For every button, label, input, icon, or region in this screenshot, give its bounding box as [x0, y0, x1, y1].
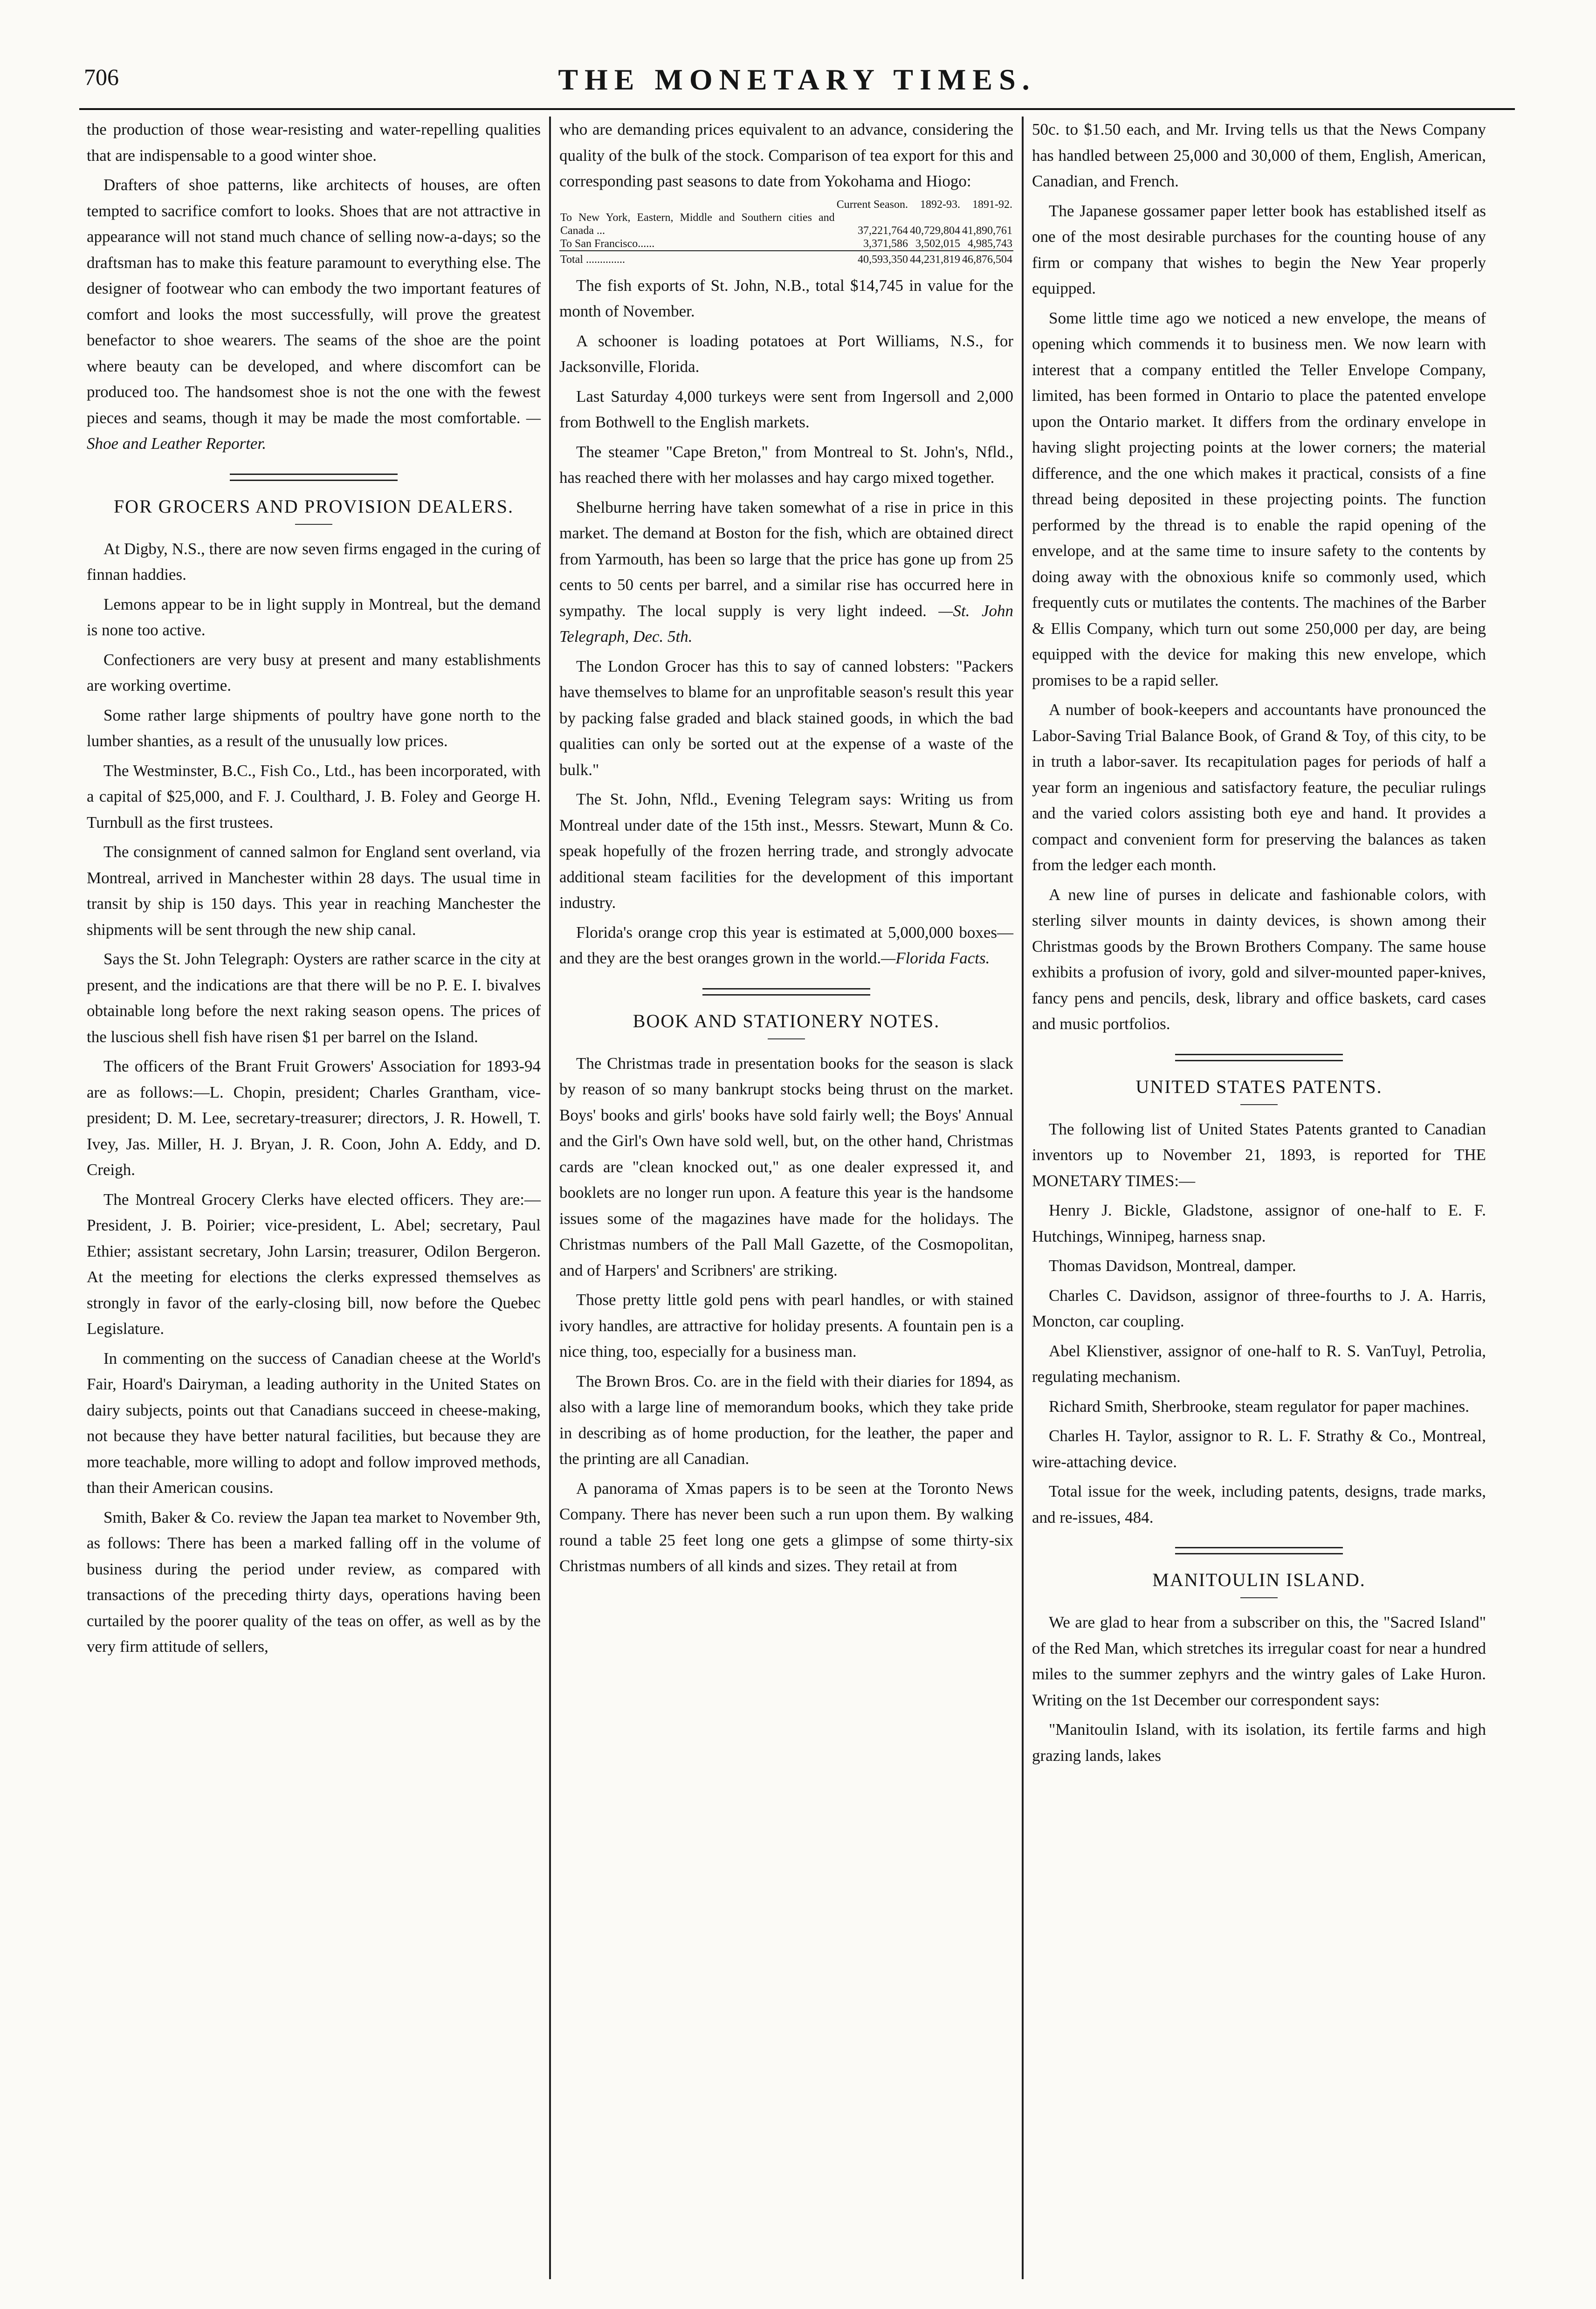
- paragraph: Says the St. John Telegraph: Oysters are rather scarce in the city at present, and the indications are that there will be no P. E. I. bivalves obtainable long before the next raking season opens. The prices of the luscious shell fish have risen $1 per barrel on the Island.: [87, 950, 541, 1046]
- table-header: Current Season.: [836, 198, 908, 211]
- column-2: [552, 117, 1021, 2279]
- paragraph: Last Saturday 4,000 turkeys were sent from Ingersoll and 2,000 from Bothwell to the English markets.: [559, 387, 1013, 431]
- paragraph: Charles C. Davidson, assignor of three-fourths to J. A. Harris, Moncton, car coupling.: [1032, 1286, 1486, 1330]
- paragraph: The officers of the Brant Fruit Growers' Association for 1893-94 are as follows:—L. Chopin, president; Charles Grantham, vice-president; D. M. Lee, secretary-treasurer; directors, J. R. Howell, T. Ivey, Jas. Miller, H. J. Bryan, J. R. Coon, John A. Eddy, and D. Creigh.: [87, 1057, 541, 1179]
- paragraph: The Montreal Grocery Clerks have elected officers. They are:—President, J. B. Poirier; vice-president, L. Abel; secretary, Paul Ethier; assistant secretary, John Larsin; treasurer, Odilon Bergeron. At the meeting for elections the clerks expressed themselves as strongly in favor of the early-closing bill, now before the Quebec Legislature.: [87, 1190, 541, 1338]
- table-cell: 46,876,504: [961, 251, 1013, 266]
- table-header: 1892-93.: [920, 198, 960, 211]
- section-divider: [1175, 1054, 1343, 1061]
- paragraph: Florida's orange crop this year is estimated at 5,000,000 boxes—and they are the best oranges grown in the world.—Florida Facts.: [559, 923, 1013, 967]
- paragraph: At Digby, N.S., there are now seven firms engaged in the curing of finnan haddies.: [87, 539, 541, 584]
- section-divider: [702, 988, 870, 996]
- tea-export-table: [559, 198, 1013, 266]
- table-total-row: [559, 251, 1013, 266]
- paragraph: A new line of purses in delicate and fashionable colors, with sterling silver mounts in dainty devices, is shown among their Christmas goods by the Brown Brothers Company. The same house exhibits a profusion of ivory, gold and silver-mounted paper-knives, fancy pens and pencils, desk, library and office baskets, card cases and music portfolios.: [1032, 885, 1486, 1033]
- heading-rule: [1240, 1597, 1278, 1598]
- paragraph: The Brown Bros. Co. are in the field with their diaries for 1894, as also with a large line of memorandum books, which they take pride in describing as of home production, for the leather, the paper and the printing are all Canadian.: [559, 1372, 1013, 1468]
- paragraph: The St. John, Nfld., Evening Telegram says: Writing us from Montreal under date of the 15th inst., Messrs. Stewart, Munn & Co. speak hopefully of the frozen herring trade, and strongly advocate additional steam facilities for the development of this important industry.: [559, 790, 1013, 912]
- column-divider: [549, 117, 551, 2279]
- paragraph: Henry J. Bickle, Gladstone, assignor of one-half to E. F. Hutchings, Winnipeg, harness snap.: [1032, 1201, 1486, 1245]
- paragraph: Lemons appear to be in light supply in Montreal, but the demand is none too active.: [87, 595, 541, 639]
- table-cell: Total ..............: [559, 251, 836, 266]
- paragraph: The Christmas trade in presentation books for the season is slack by reason of so many bankrupt stocks being thrust on the market. Boys' books and girls' books have sold fairly well; the Boys' Annual and the Girl's Own have sold well, but, on the other hand, Christmas cards are "clean knocked out," as one dealer expressed it, and booklets are no longer run upon. A feature this year is the handsome issues some of the magazines have made for the holidays. The Christmas numbers of the Pall Mall Gazette, of the Cosmopolitan, and of Harpers' and Scribners' are striking.: [559, 1054, 1013, 1279]
- table-cell: 37,221,764: [858, 224, 908, 237]
- paragraph: A number of book-keepers and accountants have pronounced the Labor-Saving Trial Balance Book, of Grand & Toy, of this city, to be in truth a labor-saver. Its recapitulation pages for periods of half a year form an ingenious and satisfactory feature, the peculiar rulings and the varied colors assisting both eye and hand. It provides a compact and convenient form for preserving the balances as taken from the ledger each month.: [1032, 701, 1486, 874]
- table-header: 1891-92.: [972, 198, 1012, 211]
- paragraph: A panorama of Xmas papers is to be seen at the Toronto News Company. There has never been such a run upon them. By walking round a table 25 feet long one gets a glimpse of some thirty-six Christmas numbers of all kinds and sizes. They retail at from: [559, 1479, 1013, 1575]
- paragraph: The London Grocer has this to say of canned lobsters: "Packers have themselves to blame for an unprofitable season's result this year by packing false graded and black stained goods, in which the bad qualities can only be sorted out at the expense of a waste of the bulk.": [559, 657, 1013, 779]
- section-divider: [1175, 1547, 1343, 1554]
- paragraph: The following list of United States Patents granted to Canadian inventors up to November 21, 1893, is reported for THE MONETARY TIMES:—: [1032, 1120, 1486, 1190]
- column-divider: [1022, 117, 1024, 2279]
- paragraph: A schooner is loading potatoes at Port Williams, N.S., for Jacksonville, Florida.: [559, 331, 1013, 376]
- table-header: [559, 198, 836, 211]
- page-header: [79, 61, 1515, 98]
- paragraph: Richard Smith, Sherbrooke, steam regulator for paper machines.: [1049, 1397, 1469, 1416]
- table-header-row: [559, 198, 1013, 211]
- paragraph: Charles H. Taylor, assignor to R. L. F. Strathy & Co., Montreal, wire-attaching device.: [1032, 1427, 1486, 1471]
- table-cell: 41,890,761: [962, 224, 1012, 237]
- paragraph: The fish exports of St. John, N.B., total $14,745 in value for the month of November.: [559, 276, 1013, 320]
- paragraph: Some rather large shipments of poultry have gone north to the lumber shanties, as a result of the unusually low prices.: [87, 706, 541, 750]
- header-rule: [79, 108, 1515, 110]
- paragraph: Drafters of shoe patterns, like architects of houses, are often tempted to sacrifice comfort to looks. Shoes that are not attractive in appearance will not stand much chance of selling now-a-days; so the draftsman has to make this feature paramount to everything else. The designer of footwear who can embody the two important features of comfort and looks the most successfully, will prove the greatest benefactor to shoe wearers. The seams of the shoe are the point where beauty can be developed, and where discomfort can be produced too. The handsomest shoe is not the one with the fewest pieces and seams, though it may be made the most comfortable. —Shoe and Leather Reporter.: [87, 176, 541, 453]
- table-cell: 3,371,586: [863, 237, 908, 250]
- page-number: 706: [84, 64, 119, 90]
- paragraph: In commenting on the success of Canadian cheese at the World's Fair, Hoard's Dairyman, a leading authority in the United States on dairy subjects, points out that Canadians succeed in cheese-making, not because they have better natural facilities, but because they are more teachable, more willing to adopt and follow improved methods, than their American cousins.: [87, 1349, 541, 1497]
- paragraph: "Manitoulin Island, with its isolation, its fertile farms and high grazing lands, lakes: [1032, 1720, 1486, 1765]
- section-heading: FOR GROCERS AND PROVISION DEALERS.: [113, 495, 514, 517]
- paragraph: Total issue for the week, including patents, designs, trade marks, and re-issues, 484.: [1032, 1482, 1486, 1526]
- table-cell: 3,502,015: [915, 237, 960, 250]
- heading-rule: [295, 524, 332, 525]
- column-3: [1025, 117, 1493, 2279]
- citation: —Florida Facts.: [881, 949, 990, 967]
- paragraph: The Westminster, B.C., Fish Co., Ltd., has been incorporated, with a capital of $25,000, and F. J. Coulthard, J. B. Foley and George H. Turnbull as the first trustees.: [87, 761, 541, 832]
- table-cell: To New York, Eastern, Middle and Southern cities and Canada ...: [560, 211, 835, 237]
- section-heading: BOOK AND STATIONERY NOTES.: [633, 1010, 940, 1031]
- masthead-title: THE MONETARY TIMES.: [558, 63, 1036, 96]
- paragraph: The consignment of canned salmon for England sent overland, via Montreal, arrived in Manchester within 28 days. The usual time in transit by ship is 150 days. This year in reaching Manchester the shipments will be sent through the new ship canal.: [87, 843, 541, 939]
- table-cell: To San Francisco......: [560, 237, 655, 250]
- citation: —Shoe and Leather Reporter.: [87, 408, 541, 453]
- heading-rule: [1240, 1104, 1278, 1105]
- table-cell: 40,729,804: [910, 224, 960, 237]
- paragraph: the production of those wear-resisting and water-repelling qualities that are indispensable to a good winter shoe.: [87, 120, 541, 165]
- paragraph: 50c. to $1.50 each, and Mr. Irving tells us that the News Company has handled between 25,000 and 30,000 of them, English, American, Canadian, and French.: [1032, 120, 1486, 190]
- section-heading: UNITED STATES PATENTS.: [1135, 1076, 1383, 1097]
- citation: —St. John Telegraph, Dec. 5th.: [559, 601, 1014, 646]
- table-cell: 44,231,819: [909, 251, 961, 266]
- column-1: [79, 117, 548, 2279]
- paragraph: The steamer "Cape Breton," from Montreal to St. John's, Nfld., has reached there with her molasses and hay cargo mixed together.: [559, 442, 1013, 487]
- paragraph: Confectioners are very busy at present and many establishments are working overtime.: [87, 650, 541, 694]
- paragraph: Some little time ago we noticed a new envelope, the means of opening which commends it to business men. We now learn with interest that a company entitled the Teller Envelope Company, limited, has been formed in Ontario to place the patented envelope upon the Ontario market. It differs from the ordinary envelope in having slight projecting points at the lower corners; the material difference, and the one which makes it practical, consists of a fine thread being deposited in these projecting points. The function performed by the thread is to enable the rapid opening of the envelope, and at the same time to insure safety to the contents by doing away with the obnoxious knife so commonly used, which frequently cuts or mutilates the contents. The machines of the Barber & Ellis Company, which turn out some 250,000 per day, are being equipped with the device for making this new envelope, which promises to be a rapid seller.: [1032, 309, 1486, 689]
- heading-rule: [768, 1038, 805, 1039]
- paragraph: Thomas Davidson, Montreal, damper.: [1049, 1257, 1296, 1275]
- section-divider: [230, 474, 398, 481]
- section-heading: MANITOULIN ISLAND.: [1152, 1569, 1366, 1590]
- newspaper-page: [79, 61, 1515, 2279]
- table-row: [559, 237, 1013, 251]
- paragraph: Those pretty little gold pens with pearl handles, or with stained ivory handles, are attractive for holiday presents. A fountain pen is a nice thing, too, especially for a business man.: [559, 1291, 1013, 1361]
- paragraph: who are demanding prices equivalent to an advance, considering the quality of the bulk of the stock. Comparison of tea export for this and corresponding past seasons to date from Yokohama and Hiogo:: [559, 120, 1013, 190]
- table-row: [559, 211, 1013, 237]
- paragraph: Smith, Baker & Co. review the Japan tea market to November 9th, as follows: There has been a marked falling off in the volume of business during the period under review, as compared with transactions of the preceding thirty days, operations having been curtailed by the poorer quality of the teas on offer, as well as by the very firm attitude of sellers,: [87, 1508, 541, 1656]
- paragraph: Abel Klienstiver, assignor of one-half to R. S. VanTuyl, Petrolia, regulating mechanism.: [1032, 1341, 1486, 1386]
- columns: [79, 117, 1515, 2279]
- paragraph: Shelburne herring have taken somewhat of a rise in price in this market. The demand at Boston for the fish, which are obtained direct from Yarmouth, has been so large that the price has gone up from 25 cents to 50 cents per barrel, and a similar rise has occurred here in sympathy. The local supply is very light indeed. —St. John Telegraph, Dec. 5th.: [559, 498, 1014, 646]
- table-cell: 40,593,350: [836, 251, 909, 266]
- table-cell: 4,985,743: [968, 237, 1012, 250]
- paragraph: We are glad to hear from a subscriber on this, the "Sacred Island" of the Red Man, which stretches its irregular coast for near a hundred miles to the summer zephyrs and the wintry gales of Lake Huron. Writing on the 1st December our correspondent says:: [1032, 1613, 1486, 1709]
- paragraph: The Japanese gossamer paper letter book has established itself as one of the most desirable purchases for the counting house of any firm or company that wishes to begin the New Year properly equipped.: [1032, 201, 1486, 297]
